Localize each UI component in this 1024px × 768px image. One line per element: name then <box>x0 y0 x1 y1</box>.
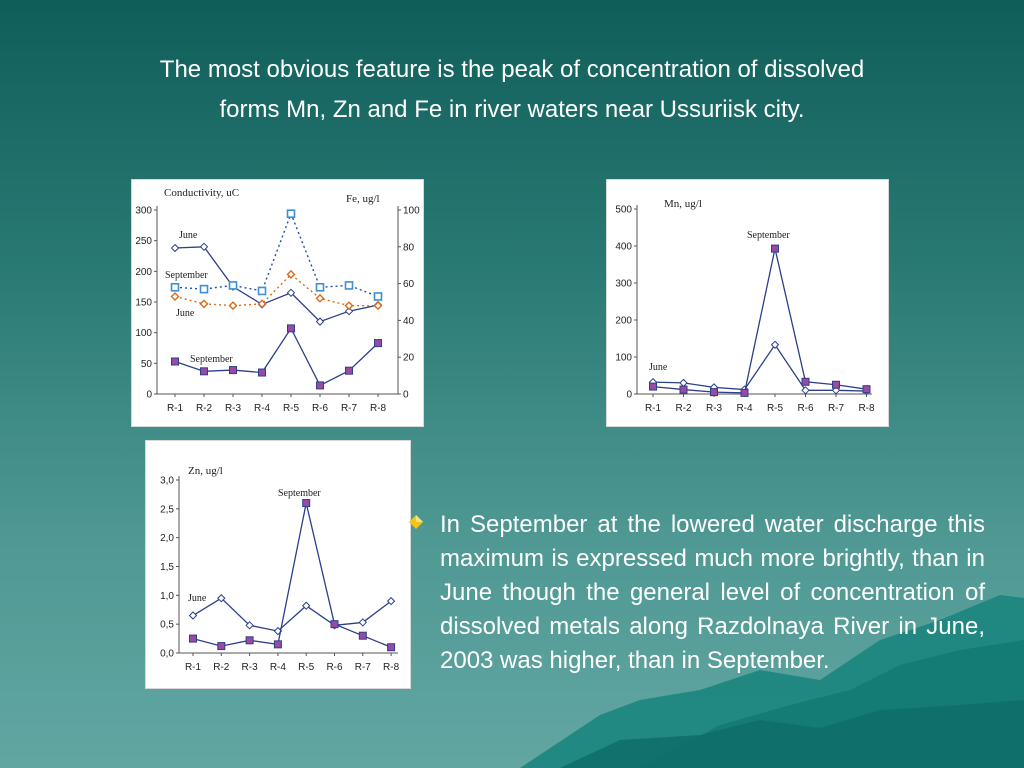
x-tick-label: R-4 <box>736 403 753 414</box>
series-annotation: June <box>179 230 198 241</box>
y-right-tick-label: 20 <box>403 352 415 364</box>
x-tick-label: R-6 <box>311 403 329 414</box>
x-tick-label: R-2 <box>675 403 692 414</box>
data-point <box>346 302 353 309</box>
data-point <box>172 245 179 252</box>
data-point <box>680 379 687 386</box>
data-point <box>230 302 237 309</box>
y-axis-title: Mn, ug/l <box>664 198 702 210</box>
series-line <box>653 249 867 393</box>
data-point <box>259 369 266 376</box>
y-tick-label: 100 <box>615 352 632 364</box>
x-tick-label: R-3 <box>224 403 242 414</box>
y-tick-label: 200 <box>615 315 632 327</box>
x-tick-label: R-5 <box>282 403 300 414</box>
x-tick-label: R-1 <box>644 403 662 414</box>
data-point <box>317 284 324 291</box>
x-tick-label: R-7 <box>340 403 358 414</box>
x-tick-label: R-8 <box>383 662 400 673</box>
data-point <box>331 621 338 628</box>
data-point <box>259 287 266 294</box>
series-annotation: September <box>190 354 233 365</box>
y-tick-label: 300 <box>615 278 632 290</box>
y-tick-label: 0,5 <box>160 619 174 631</box>
x-tick-label: R-1 <box>166 403 184 414</box>
data-point <box>190 612 197 619</box>
diamond-bullet-icon <box>408 514 424 530</box>
data-point <box>802 387 809 394</box>
data-point <box>201 286 208 293</box>
zn-chart <box>145 440 411 689</box>
data-point <box>230 367 237 374</box>
x-tick-label: R-2 <box>213 662 230 673</box>
title-line-1: The most obvious feature is the peak of concentration of dissolved <box>159 56 865 83</box>
data-point <box>230 282 237 289</box>
bullet-text: In September at the lowered water discharge this maximum is expressed much more brightly, than in June though the general level of concentration of dissolved metals along Razdolnaya River in June, 2003 was higher, than in September. <box>440 511 985 674</box>
x-tick-label: R-6 <box>326 662 343 673</box>
data-point <box>172 358 179 365</box>
data-point <box>375 293 382 300</box>
series-line <box>193 503 391 647</box>
series-annotation: June <box>188 593 207 604</box>
data-point <box>833 381 840 388</box>
y-tick-label: 250 <box>135 236 152 248</box>
data-point <box>274 641 281 648</box>
data-point <box>741 389 748 396</box>
y-axis-title: Zn, ug/l <box>188 465 223 477</box>
y-tick-label: 1,5 <box>160 562 174 573</box>
y-tick-label: 0 <box>146 389 152 401</box>
data-point <box>375 302 382 309</box>
zn-chart-svg <box>146 441 410 688</box>
data-point <box>218 643 225 650</box>
data-point <box>303 500 310 507</box>
x-tick-label: R-6 <box>797 403 814 414</box>
data-point <box>375 340 382 347</box>
y-tick-label: 1,0 <box>160 590 174 602</box>
data-point <box>317 382 324 389</box>
x-tick-label: R-5 <box>766 403 784 414</box>
y-tick-label: 50 <box>140 358 152 370</box>
y-tick-label: 3,0 <box>160 475 174 487</box>
mn-chart <box>606 179 889 427</box>
series-line <box>193 598 391 631</box>
data-point <box>650 383 657 390</box>
mn-chart-svg <box>607 180 888 426</box>
y-tick-label: 200 <box>135 266 152 278</box>
x-tick-label: R-8 <box>858 403 875 414</box>
data-point <box>359 632 366 639</box>
y-left-axis-title: Conductivity, uC <box>164 187 240 199</box>
data-point <box>317 295 324 302</box>
title-line-2: forms Mn, Zn and Fe in river waters near Ussuriisk city. <box>219 96 805 123</box>
data-point <box>172 284 179 291</box>
data-point <box>201 300 208 307</box>
conductivity-fe-chart <box>131 179 424 427</box>
y-tick-label: 500 <box>615 204 632 216</box>
series-annotation: June <box>649 362 668 373</box>
x-tick-label: R-7 <box>354 662 371 673</box>
data-point <box>288 325 295 332</box>
y-tick-label: 0,0 <box>160 648 174 660</box>
y-tick-label: 0 <box>626 389 632 401</box>
y-tick-label: 300 <box>135 205 152 217</box>
data-point <box>388 644 395 651</box>
y-tick-label: 2,0 <box>160 533 174 545</box>
x-tick-label: R-2 <box>195 403 213 414</box>
y-right-tick-label: 40 <box>403 315 415 327</box>
data-point <box>246 637 253 644</box>
x-tick-label: R-4 <box>253 403 271 414</box>
x-tick-label: R-1 <box>184 662 202 673</box>
y-tick-label: 150 <box>135 297 152 309</box>
data-point <box>346 367 353 374</box>
series-annotation: September <box>747 230 790 241</box>
slide-title <box>40 50 984 130</box>
data-point <box>172 293 179 300</box>
conductivity-fe-chart-svg <box>132 180 423 426</box>
x-tick-label: R-8 <box>369 403 387 414</box>
x-tick-label: R-3 <box>705 403 723 414</box>
y-right-tick-label: 80 <box>403 242 415 254</box>
y-right-tick-label: 100 <box>403 205 420 217</box>
y-tick-label: 2,5 <box>160 504 174 516</box>
data-point <box>711 389 718 396</box>
series-annotation: September <box>165 270 208 281</box>
data-point <box>346 282 353 289</box>
data-point <box>201 368 208 375</box>
data-point <box>863 386 870 393</box>
y-right-tick-label: 0 <box>403 389 409 401</box>
data-point <box>802 378 809 385</box>
data-point <box>190 635 197 642</box>
x-tick-label: R-3 <box>241 662 258 673</box>
x-tick-label: R-7 <box>827 403 845 414</box>
y-right-tick-label: 60 <box>403 279 415 291</box>
y-tick-label: 100 <box>135 328 152 340</box>
x-tick-label: R-5 <box>298 662 315 673</box>
y-tick-label: 400 <box>615 241 632 253</box>
data-point <box>288 210 295 217</box>
series-annotation: June <box>176 308 195 319</box>
data-point <box>772 245 779 252</box>
series-annotation: September <box>278 488 321 499</box>
data-point <box>680 386 687 393</box>
y-right-axis-title: Fe, ug/l <box>346 193 380 205</box>
x-tick-label: R-4 <box>269 662 286 673</box>
